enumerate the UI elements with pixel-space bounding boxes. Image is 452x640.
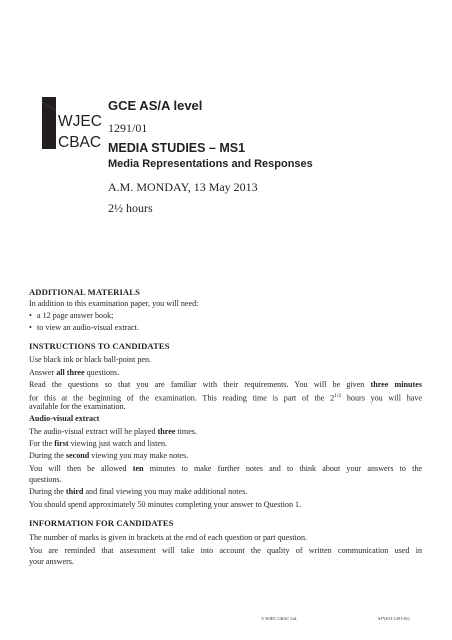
instruction-reading-line1: Read the questions so that you are familiar with their requirements. You will be given three minutes (29, 380, 422, 389)
av-instruction-cont: questions. (29, 475, 62, 484)
av-instruction: You will then be allowed ten minutes to make further notes and to think about your answers to the (29, 464, 422, 473)
additional-item: • to view an audio-visual extract. (29, 323, 422, 334)
av-instruction: During the second viewing you may make notes. (29, 451, 189, 460)
instruction-ink: Use black ink or black ball-point pen. (29, 355, 152, 364)
additional-intro: In addition to this examination paper, you will need: (29, 299, 199, 308)
info-assessment-line2: your answers. (29, 557, 74, 566)
instruction-reading-line3: available for the examination. (29, 402, 126, 411)
logo-text-cbac: CBAC (58, 134, 102, 151)
av-instruction: You should spend approximately 50 minutes completing your answer to Question 1. (29, 500, 302, 509)
av-instruction: For the first viewing just watch and listen. (29, 439, 168, 448)
av-instruction: The audio-visual extract will be played three times. (29, 427, 197, 436)
information-heading: INFORMATION FOR CANDIDATES (29, 518, 174, 528)
additional-item: • a 12 page answer book; (29, 311, 422, 322)
exam-date: A.M. MONDAY, 13 May 2013 (108, 180, 258, 194)
exam-level: GCE AS/A level (108, 98, 203, 113)
footer-reference: SJ*(S13-1291-01) (378, 616, 410, 621)
paper-title: Media Representations and Responses (108, 158, 313, 170)
footer-copyright: © WJEC CBAC Ltd. (261, 616, 298, 621)
instruction-answer: Answer all three questions. (29, 368, 120, 377)
av-instruction: During the third and final viewing you may make additional notes. (29, 487, 248, 496)
logo-text-wjec: WJEC (58, 113, 102, 130)
additional-materials-heading: ADDITIONAL MATERIALS (29, 287, 140, 297)
instruction-reading-line2: for this at the beginning of the examination. This reading time is part of the $2^{1/2}$ hours you will have (29, 393, 422, 403)
info-assessment-line1: You are reminded that assessment will take into account the quality of written communication used in (29, 546, 422, 555)
wjec-cbac-logo (42, 97, 102, 151)
exam-duration: 2½ hours (108, 201, 153, 215)
subject-title: MEDIA STUDIES – MS1 (108, 141, 246, 155)
audio-visual-heading: Audio-visual extract (29, 414, 100, 423)
instructions-heading: INSTRUCTIONS TO CANDIDATES (29, 341, 170, 351)
info-marks: The number of marks is given in brackets at the end of each question or part question. (29, 533, 308, 542)
paper-code: 1291/01 (108, 121, 148, 135)
